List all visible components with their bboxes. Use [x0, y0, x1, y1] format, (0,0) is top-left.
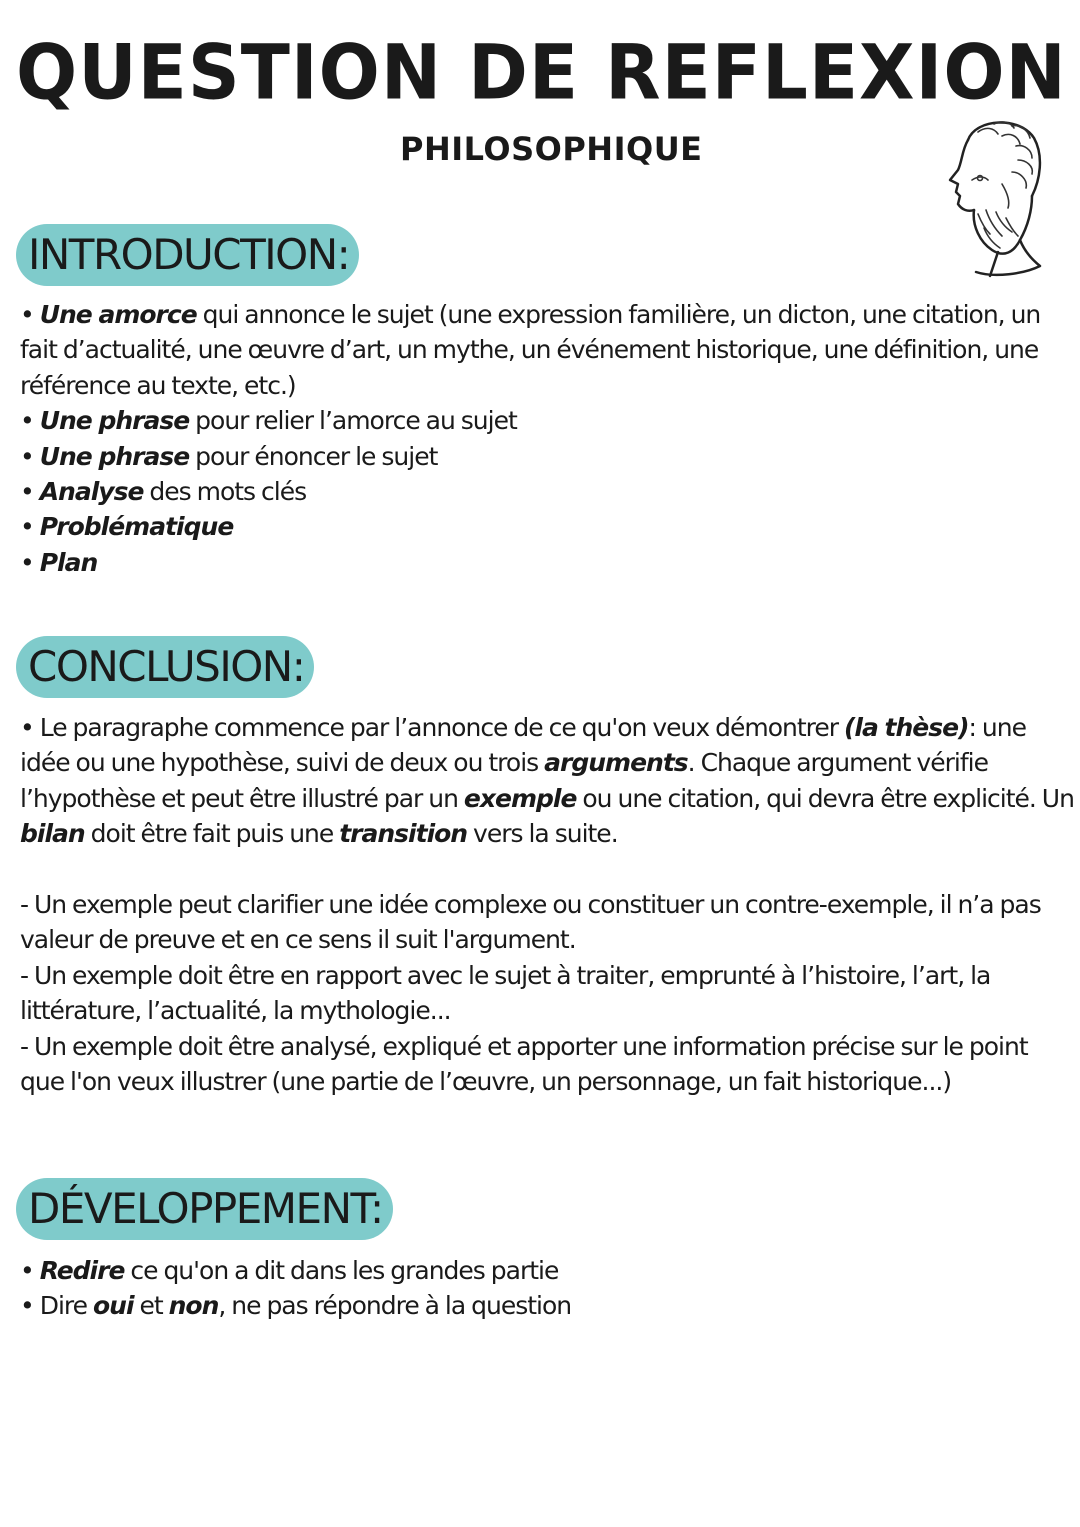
conclusion-note: - Un exemple peut clarifier une idée complexe ou constituer un contre-exemple, il n’a pas valeur de preuve et en ce sens il suit l'argument. [20, 890, 1041, 955]
philosopher-bust-icon [928, 110, 1046, 280]
list-item: • Analyse des mots clés [20, 477, 307, 507]
introduction-list [20, 297, 1076, 580]
conclusion-body [20, 710, 1076, 1099]
developpement-heading: DÉVELOPPEMENT: [16, 1178, 393, 1240]
list-item: • Problématique [20, 512, 234, 542]
conclusion-heading: CONCLUSION: [16, 636, 314, 698]
conclusion-note: - Un exemple doit être en rapport avec le sujet à traiter, emprunté à l’histoire, l’art, la littérature, l’actualité, la mythologie... [20, 960, 991, 1026]
list-item: • Une phrase pour énoncer le sujet [20, 441, 438, 471]
list-item: • Une amorce qui annonce le sujet (une expression familière, un dicton, une citation, un fait d’actualité, une œuvre d’art, un mythe, un événement historique, une définition, une référence au texte, etc.) [20, 300, 1041, 400]
conclusion-note: - Un exemple doit être analysé, expliqué et apporter une information précise sur le point que l'on veux illustrer (une partie de l’œuvre, un personnage, un fait historique...) [20, 1031, 1028, 1097]
introduction-heading: INTRODUCTION: [16, 224, 359, 286]
list-item: • Plan [20, 547, 98, 577]
page-title: QUESTION DE REFLEXION [16, 27, 1067, 117]
list-item: • Une phrase pour relier l’amorce au sujet [20, 406, 517, 436]
list-item: • Redire ce qu'on a dit dans les grandes partie [20, 1256, 559, 1285]
page-subtitle: PHILOSOPHIQUE [400, 130, 703, 168]
conclusion-paragraph: • Le paragraphe commence par l’annonce de ce qu'on veux démontrer (la thèse): une idée ou une hypothèse, suivi de deux ou trois arguments. Chaque argument vérifie l’hypothèse et peut être illustré par un exemple ou une citation, qui devra être explicité. Un bilan doit être fait puis une transition vers la suite. [20, 713, 1074, 849]
developpement-list [20, 1253, 1076, 1324]
list-item: • Dire oui et non, ne pas répondre à la question [20, 1291, 572, 1321]
